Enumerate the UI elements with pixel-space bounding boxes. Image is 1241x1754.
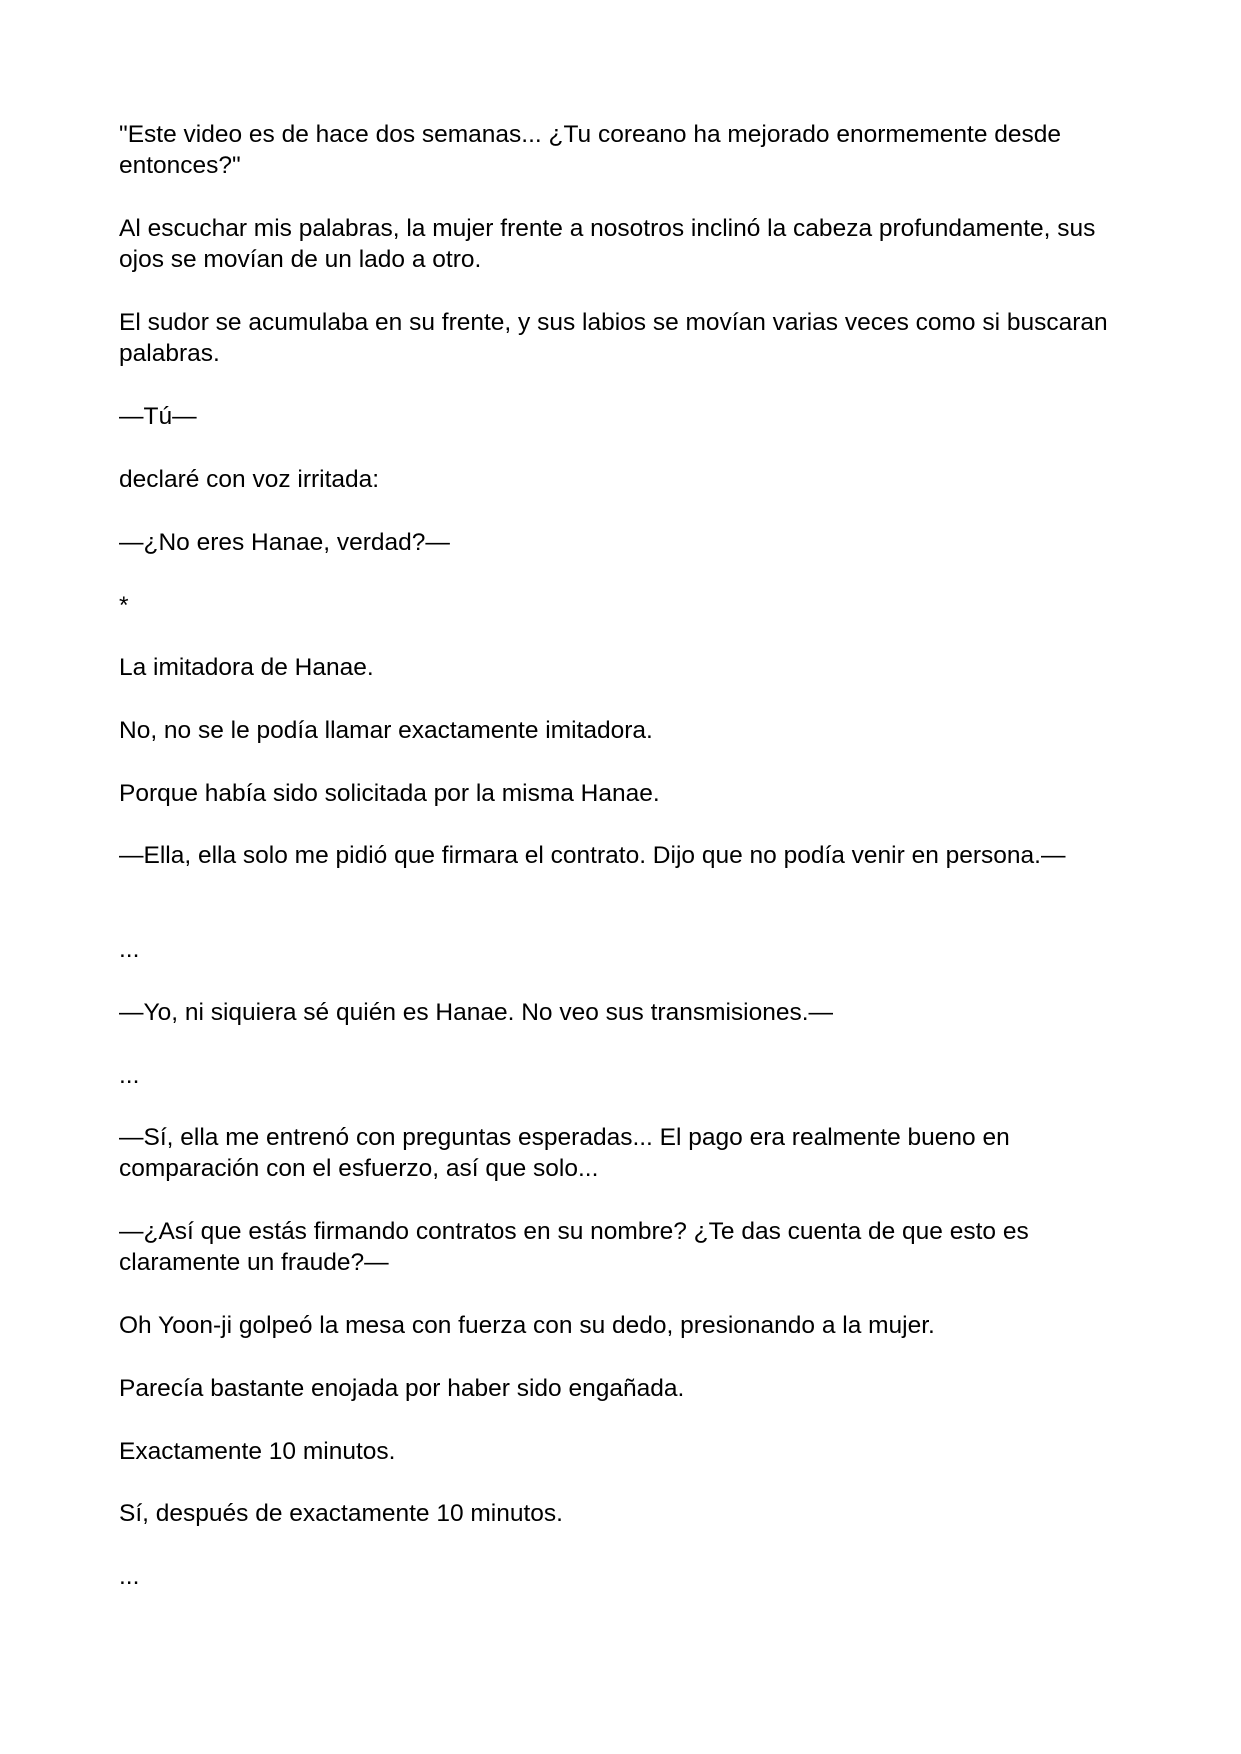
paragraph: —Tú— xyxy=(119,403,197,430)
paragraph: ... xyxy=(119,936,140,963)
paragraph: ... xyxy=(119,1062,140,1089)
paragraph: —Sí, ella me entrenó con preguntas esperadas... El pago era realmente bueno en comparación con el esfuerzo, así que solo... xyxy=(119,1124,1010,1182)
paragraph: Parecía bastante enojada por haber sido engañada. xyxy=(119,1375,685,1402)
paragraph: Oh Yoon-ji golpeó la mesa con fuerza con su dedo, presionando a la mujer. xyxy=(119,1312,935,1339)
paragraph: declaré con voz irritada: xyxy=(119,466,380,493)
paragraph: La imitadora de Hanae. xyxy=(119,654,374,681)
paragraph: Al escuchar mis palabras, la mujer frente a nosotros inclinó la cabeza profundamente, sus ojos se movían de un lado a otro. xyxy=(119,215,1096,273)
paragraph: Sí, después de exactamente 10 minutos. xyxy=(119,1500,563,1527)
paragraph: —¿Así que estás firmando contratos en su nombre? ¿Te das cuenta de que esto es claramente un fraude?— xyxy=(119,1218,1029,1276)
paragraph: —Ella, ella solo me pidió que firmara el contrato. Dijo que no podía venir en persona.— xyxy=(119,842,1066,869)
paragraph: No, no se le podía llamar exactamente imitadora. xyxy=(119,717,653,744)
paragraph: * xyxy=(119,592,129,619)
paragraph: El sudor se acumulaba en su frente, y sus labios se movían varias veces como si buscaran palabras. xyxy=(119,309,1108,367)
paragraph: ... xyxy=(119,1563,140,1590)
paragraph: —¿No eres Hanae, verdad?— xyxy=(119,529,450,556)
paragraph: "Este video es de hace dos semanas... ¿Tu coreano ha mejorado enormemente desde entonces?" xyxy=(119,121,1062,179)
paragraph: —Yo, ni siquiera sé quién es Hanae. No veo sus transmisiones.— xyxy=(119,999,834,1026)
paragraph: Porque había sido solicitada por la misma Hanae. xyxy=(119,780,660,807)
paragraph: Exactamente 10 minutos. xyxy=(119,1438,396,1465)
